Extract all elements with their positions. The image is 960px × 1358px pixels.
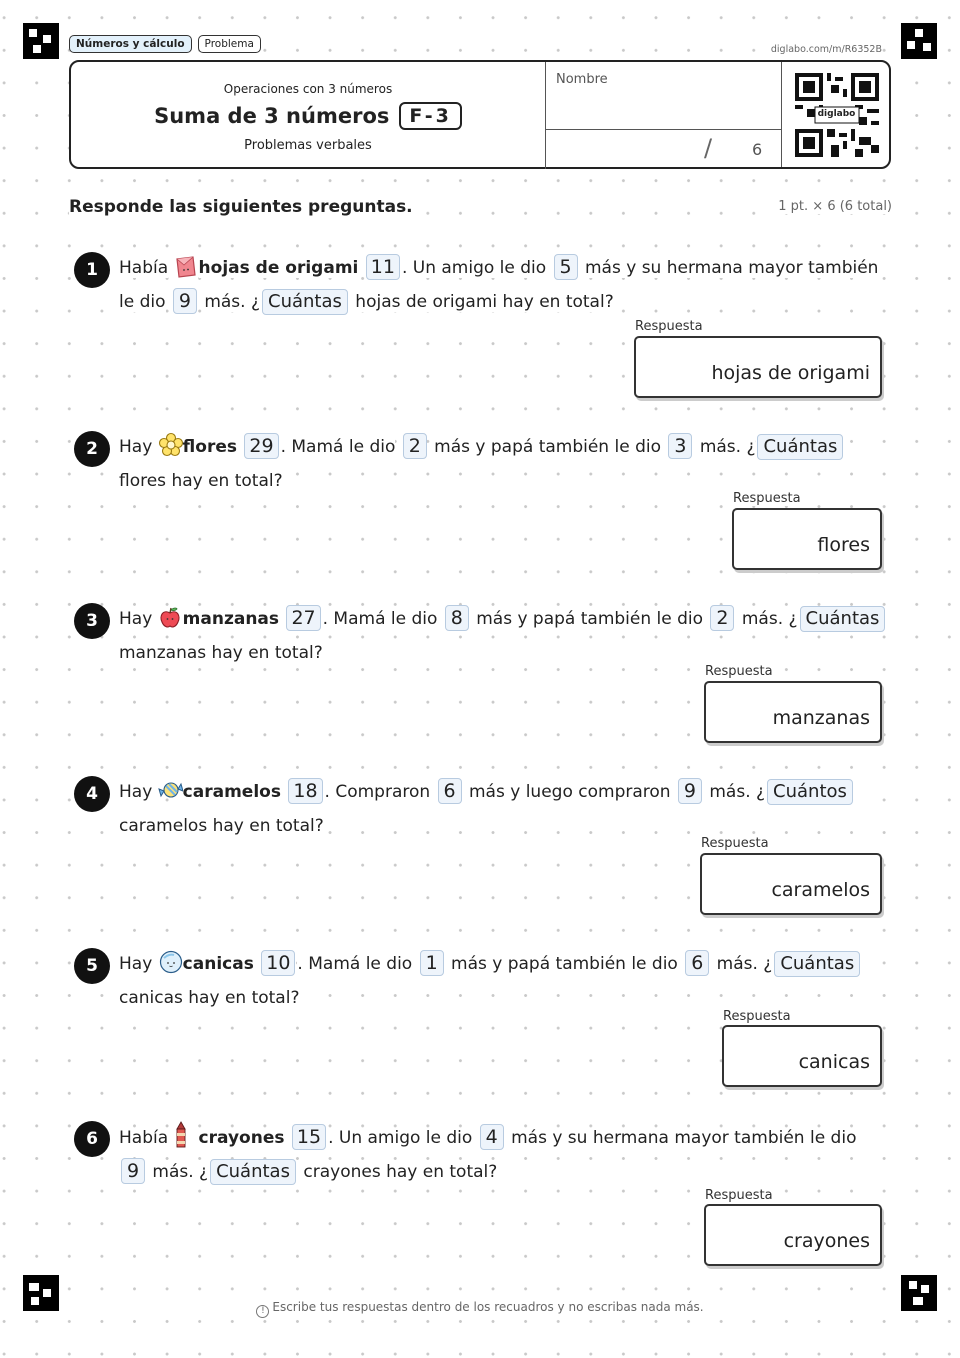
question-number: 4: [74, 776, 110, 812]
number-3: 9: [121, 1158, 145, 1184]
answer-box-5[interactable]: [722, 1025, 882, 1087]
name-label: Nombre: [556, 72, 608, 87]
answer-unit: crayones: [783, 1230, 870, 1252]
answer-box-1[interactable]: [634, 336, 882, 398]
header-box: [69, 60, 891, 169]
question-word: Cuántas: [210, 1159, 296, 1185]
question-text: Había crayones 15 . Un amigo le dio 4 más y su hermana mayor también le dio 9 más. ¿ Cuántas crayones hay en total?: [119, 1121, 889, 1189]
number-2: 8: [445, 605, 469, 631]
question-word: Cuántos: [767, 779, 853, 805]
object-name: crayones: [198, 1128, 285, 1148]
answer-label-5: Respuesta: [723, 1009, 791, 1024]
number-3: 9: [678, 778, 702, 804]
question-text: Hay canicas 10 . Mamá le dio 1 más y papá también le dio 6 más. ¿ Cuántas canicas hay en total?: [119, 948, 889, 1015]
corner-marker-top-left: [23, 23, 59, 59]
object-name: hojas de origami: [198, 258, 359, 278]
number-3: 6: [685, 950, 709, 976]
flower-icon: [158, 432, 182, 456]
question-text: Hay manzanas 27 . Mamá le dio 8 más y papá también le dio 2 más. ¿ Cuántas manzanas hay en total?: [119, 603, 889, 670]
object-name: canicas: [182, 954, 254, 974]
page-url: diglabo.com/m/R6352B: [770, 44, 882, 55]
answer-box-6[interactable]: [704, 1204, 882, 1266]
question-word: Cuántas: [800, 606, 886, 632]
answer-unit: hojas de origami: [711, 362, 870, 384]
question-number: 2: [74, 431, 110, 467]
origami-paper-icon: [174, 255, 198, 279]
apple-icon: [158, 606, 182, 630]
crayon-icon: [174, 1121, 198, 1145]
answer-label-2: Respuesta: [733, 491, 801, 506]
number-1: 10: [261, 950, 295, 976]
question-number: 1: [74, 252, 110, 288]
answer-box-2[interactable]: [732, 508, 882, 570]
answer-unit: manzanas: [772, 707, 870, 729]
tag-category: Números y cálculo: [69, 35, 192, 53]
answer-label-4: Respuesta: [701, 836, 769, 851]
corner-marker-top-right: [901, 23, 937, 59]
answer-label-1: Respuesta: [635, 319, 703, 334]
number-1: 29: [244, 433, 278, 459]
category-tags: [69, 35, 261, 53]
page-tagline: Problemas verbales: [244, 138, 372, 153]
question-number: 3: [74, 603, 110, 639]
footer: [0, 1300, 960, 1318]
title-area: [71, 62, 545, 167]
page-subtitle: Operaciones con 3 números: [223, 82, 393, 96]
score-total: 6: [752, 140, 763, 159]
qr-label: diglabo: [817, 109, 856, 119]
answer-label-3: Respuesta: [705, 664, 773, 679]
number-2: 5: [554, 254, 578, 280]
question-text: Hay flores 29 . Mamá le dio 2 más y papá también le dio 3 más. ¿ Cuántas flores hay en total?: [119, 431, 889, 498]
page-title: Suma de 3 números: [154, 104, 390, 128]
number-3: 9: [173, 288, 197, 314]
number-1: 27: [286, 605, 320, 631]
question-number: 6: [74, 1121, 110, 1157]
instructions: Responde las siguientes preguntas.: [69, 197, 417, 217]
score-field[interactable]: [545, 130, 781, 169]
answer-label-6: Respuesta: [705, 1188, 773, 1203]
question-word: Cuántas: [262, 289, 348, 315]
name-field[interactable]: [545, 62, 781, 130]
number-3: 3: [668, 433, 692, 459]
answer-box-4[interactable]: [700, 853, 882, 915]
tag-type: Problema: [198, 35, 261, 53]
object-name: caramelos: [182, 782, 281, 802]
object-name: manzanas: [182, 609, 280, 629]
question-number: 5: [74, 948, 110, 984]
qr-code: [781, 62, 891, 167]
marble-icon: [158, 949, 182, 973]
number-1: 15: [292, 1124, 326, 1150]
points-info: 1 pt. × 6 (6 total): [778, 199, 892, 214]
answer-unit: flores: [817, 534, 870, 556]
question-word: Cuántas: [774, 951, 860, 977]
number-2: 4: [480, 1124, 504, 1150]
number-1: 18: [288, 778, 322, 804]
number-2: 1: [420, 950, 444, 976]
answer-box-3[interactable]: [704, 681, 882, 743]
question-text: Había hojas de origami 11 . Un amigo le dio 5 más y su hermana mayor también le dio 9 más. ¿ Cuántas hojas de origami hay en total?: [119, 252, 889, 319]
object-name: flores: [182, 437, 237, 457]
answer-unit: caramelos: [771, 879, 870, 901]
level-code: F-3: [399, 102, 462, 130]
answer-unit: canicas: [798, 1051, 870, 1073]
number-2: 2: [403, 433, 427, 459]
number-1: 11: [366, 254, 400, 280]
number-2: 6: [438, 778, 462, 804]
info-icon: !: [256, 1305, 269, 1318]
number-3: 2: [710, 605, 734, 631]
question-word: Cuántas: [757, 434, 843, 460]
footer-text: Escribe tus respuestas dentro de los recuadros y no escribas nada más.: [272, 1300, 704, 1314]
candy-icon: [158, 777, 182, 801]
question-text: Hay caramelos 18 . Compraron 6 más y luego compraron 9 más. ¿ Cuántos caramelos hay en total?: [119, 776, 889, 843]
score-slash: /: [704, 134, 713, 162]
